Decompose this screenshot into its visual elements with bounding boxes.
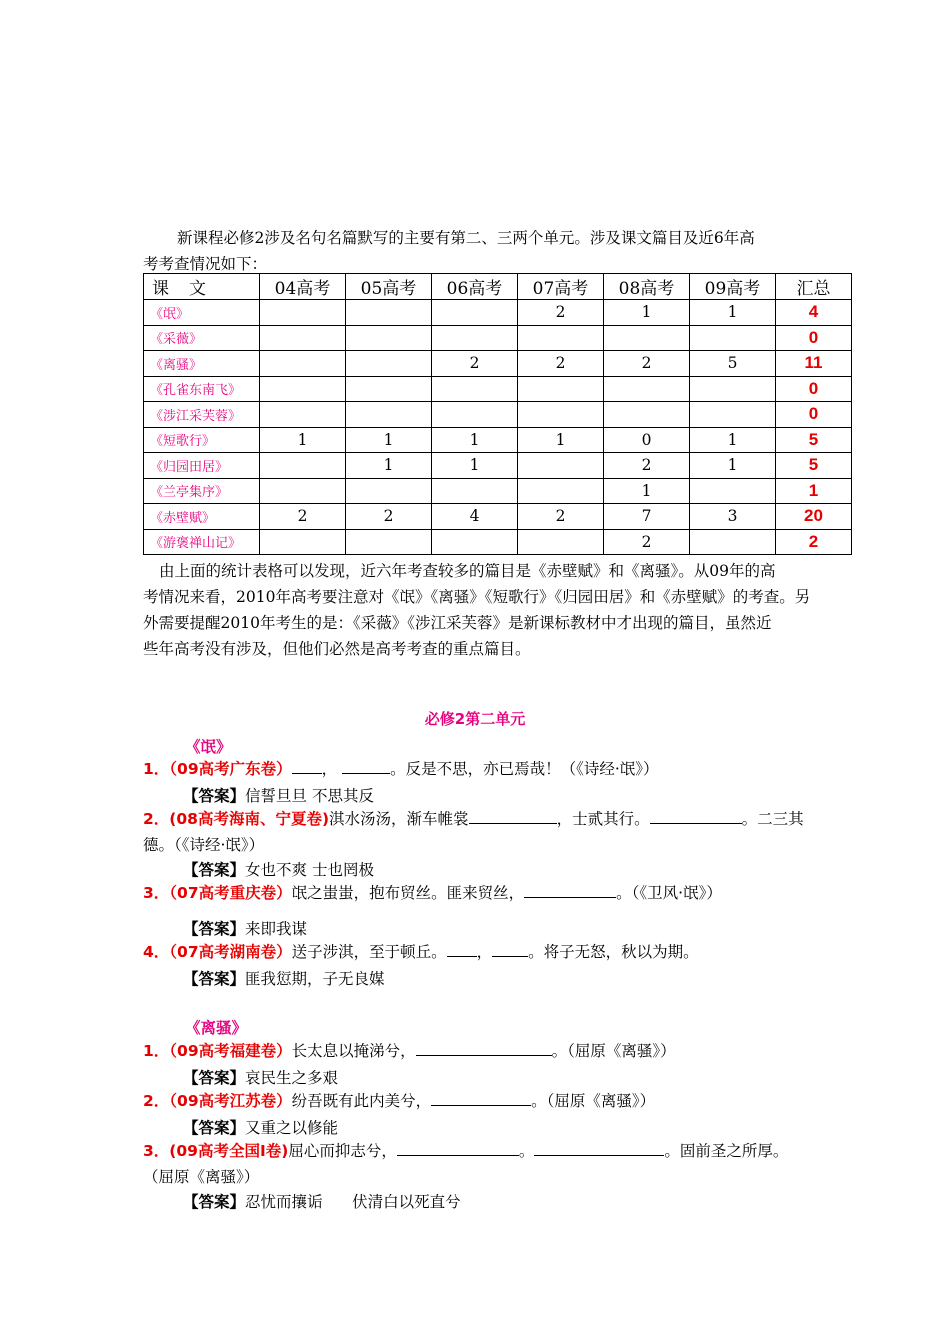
intro-line-2: 考考查情况如下： [143,255,268,273]
table-row [144,376,852,402]
table-cell [260,529,346,555]
question-number: 2． [143,1092,170,1110]
answer-line [183,1116,338,1138]
fill-blank [431,1089,531,1106]
table-cell [518,402,604,428]
table-cell: 2 [518,504,604,530]
answer-label: 【答案】 [183,1119,246,1137]
table-cell [260,325,346,351]
table-cell [346,300,432,326]
table-cell: 1 [432,427,518,453]
question-number: 3． [143,884,170,902]
question-text: 送子涉淇，至于顿丘。 [291,943,447,961]
table-header-row [144,274,852,300]
row-title: 《采薇》 [144,325,260,351]
col-header-07: 07高考 [518,274,604,300]
table-cell [604,325,690,351]
question-text: 长太息以掩涕兮， [291,1042,416,1060]
table-cell: 1 [346,453,432,479]
table-cell [346,351,432,377]
fill-blank [342,757,390,774]
table-cell: 2 [604,351,690,377]
question-text: 。（屈原《离骚》） [551,1042,676,1060]
table-row [144,351,852,377]
question-text: 。固前圣之所厚。 [664,1142,789,1160]
fill-blank [292,757,322,774]
table-cell [346,325,432,351]
row-title: 《氓》 [144,300,260,326]
table-cell: 3 [690,504,776,530]
answer-text: 忍忧而攘诟 伏清白以死直兮 [245,1193,461,1211]
fill-blank [469,807,557,824]
row-title: 《兰亭集序》 [144,478,260,504]
question-text: 。 [518,1142,535,1160]
table-cell: 2 [260,504,346,530]
answer-label: 【答案】 [183,861,246,879]
row-title: 《归园田居》 [144,453,260,479]
question-text: 。二三其 [741,810,804,828]
table-cell [690,325,776,351]
table-cell [260,478,346,504]
unit-title: 必修2第二单元 [424,710,526,728]
intro-line-1: 新课程必修2涉及名句名篇默写的主要有第二、三两个单元。涉及课文篇目及近6年高 [177,229,755,247]
fill-blank [397,1139,519,1156]
answer-line [183,858,374,880]
table-cell [518,453,604,479]
table-cell: 1 [690,427,776,453]
answer-text: 又重之以修能 [245,1119,339,1137]
row-total: 20 [776,504,852,530]
table-cell: 0 [604,427,690,453]
row-title: 《离骚》 [144,351,260,377]
table-cell [260,376,346,402]
col-header-06: 06高考 [432,274,518,300]
table-cell [604,402,690,428]
question-text: ， [321,760,338,778]
question-source: （07高考重庆卷） [169,884,292,902]
question-source: （07高考湖南卷） [169,943,292,961]
question-number: 1． [143,1042,170,1060]
col-header-09: 09高考 [690,274,776,300]
fill-blank [492,940,528,957]
table-cell: 1 [260,427,346,453]
table-cell [432,529,518,555]
answer-label: 【答案】 [183,920,246,938]
analysis-line: 考情况来看，2010年高考要注意对《氓》《离骚》《短歌行》《归园田居》和《赤壁赋》的考查。另 [143,588,811,606]
table-cell [518,376,604,402]
table-cell [260,402,346,428]
fill-blank [447,940,477,957]
col-header-title: 课文 [144,274,260,300]
intro-paragraph [143,225,823,277]
answer-line [183,784,374,806]
question-item [143,1038,823,1064]
answer-label: 【答案】 [183,1193,246,1211]
table-cell: 5 [690,351,776,377]
question-text: 。（《卫风·氓》） [616,884,722,902]
fill-blank [534,1139,664,1156]
answer-line [183,917,307,939]
table-cell: 1 [690,300,776,326]
table-row [144,529,852,555]
col-header-04: 04高考 [260,274,346,300]
col-header-05: 05高考 [346,274,432,300]
answer-line [183,967,385,989]
row-total: 5 [776,453,852,479]
table-cell: 1 [432,453,518,479]
table-cell [432,300,518,326]
row-total: 2 [776,529,852,555]
answer-text: 来即我谋 [245,920,308,938]
question-text: 氓之蚩蚩，抱布贸丝。匪来贸丝， [291,884,525,902]
fill-blank [650,807,742,824]
question-number: 4． [143,943,170,961]
table-row [144,402,852,428]
row-title: 《游褒禅山记》 [144,529,260,555]
table-cell [432,402,518,428]
row-title: 《孔雀东南飞》 [144,376,260,402]
table-cell [690,529,776,555]
table-cell: 7 [604,504,690,530]
question-text: 纷吾既有此内美兮， [291,1092,432,1110]
table-cell [260,351,346,377]
table-cell: 2 [604,453,690,479]
answer-text: 女也不爽 士也罔极 [245,861,374,879]
table-cell [518,325,604,351]
answer-line [183,1066,338,1088]
table-cell [432,478,518,504]
question-text: ，士贰其行。 [556,810,650,828]
table-cell: 1 [346,427,432,453]
table-row [144,427,852,453]
question-number: 3． [143,1142,170,1160]
fill-blank [524,881,616,898]
table-cell: 2 [604,529,690,555]
section-heading-lisao: 《离骚》 [185,1019,248,1037]
question-item [143,1088,823,1114]
question-text: 。反是不思，亦已焉哉！（《诗经·氓》） [390,760,659,778]
section-heading-mang: 《氓》 [185,738,232,756]
row-total: 0 [776,325,852,351]
table-row [144,453,852,479]
table-cell: 4 [432,504,518,530]
question-item [143,939,823,965]
question-text: 屈心而抑志兮， [288,1142,397,1160]
stats-table [143,273,852,555]
question-source: （09高考广东卷） [169,760,292,778]
question-text: （屈原《离骚》） [143,1168,260,1186]
question-source: （09高考江苏卷） [169,1092,292,1110]
analysis-line: 外需要提醒2010年考生的是：《采薇》《涉江采芙蓉》是新课标教材中才出现的篇目，虽然近 [143,614,772,632]
table-cell [260,300,346,326]
table-cell: 2 [346,504,432,530]
table-cell [604,376,690,402]
question-item [143,756,823,782]
question-text: 淇水汤汤，渐车帷裳 [329,810,469,828]
col-header-08: 08高考 [604,274,690,300]
table-cell [260,453,346,479]
question-text: ， [476,943,493,961]
row-title: 《赤壁赋》 [144,504,260,530]
answer-label: 【答案】 [183,970,246,988]
row-title: 《涉江采芙蓉》 [144,402,260,428]
table-cell [432,376,518,402]
row-total: 0 [776,402,852,428]
question-number: 2． [143,810,170,828]
answer-label: 【答案】 [183,1069,246,1087]
question-item [143,1138,823,1190]
question-text: 。将子无怒，秋以为期。 [528,943,699,961]
answer-text: 信誓旦旦 不思其反 [245,787,374,805]
question-number: 1． [143,760,170,778]
analysis-line: 由上面的统计表格可以发现，近六年考查较多的篇目是《赤壁赋》和《离骚》。从09年的高 [159,562,776,580]
table-cell [690,478,776,504]
question-item [143,806,823,858]
table-cell: 1 [518,427,604,453]
question-source: (08高考海南、宁夏卷) [169,810,330,828]
question-text: 德。（《诗经·氓》） [143,836,265,854]
question-source: （09高考福建卷） [169,1042,292,1060]
table-cell [518,478,604,504]
question-item [143,880,823,906]
row-total: 1 [776,478,852,504]
table-cell [432,325,518,351]
analysis-line: 些年高考没有涉及，但他们必然是高考考查的重点篇目。 [143,640,531,658]
table-cell: 1 [604,478,690,504]
row-total: 5 [776,427,852,453]
answer-label: 【答案】 [183,787,246,805]
question-source: (09高考全国Ⅰ卷) [169,1142,289,1160]
answer-text: 哀民生之多艰 [245,1069,339,1087]
table-cell: 2 [432,351,518,377]
table-cell: 2 [518,351,604,377]
table-cell [690,402,776,428]
table-cell: 1 [604,300,690,326]
analysis-paragraph [143,558,823,662]
table-row [144,504,852,530]
table-cell [690,376,776,402]
row-total: 0 [776,376,852,402]
fill-blank [416,1039,552,1056]
answer-text: 匪我愆期，子无良媒 [245,970,385,988]
row-total: 11 [776,351,852,377]
row-total: 4 [776,300,852,326]
col-header-total: 汇总 [776,274,852,300]
table-cell [346,478,432,504]
table-row [144,325,852,351]
row-title: 《短歌行》 [144,427,260,453]
table-row [144,300,852,326]
table-cell [346,529,432,555]
question-text: 。（屈原《离骚》） [531,1092,656,1110]
table-cell [518,529,604,555]
table-cell [346,402,432,428]
table-cell: 1 [690,453,776,479]
table-row [144,478,852,504]
table-cell: 2 [518,300,604,326]
table-cell [346,376,432,402]
answer-line [183,1190,461,1212]
